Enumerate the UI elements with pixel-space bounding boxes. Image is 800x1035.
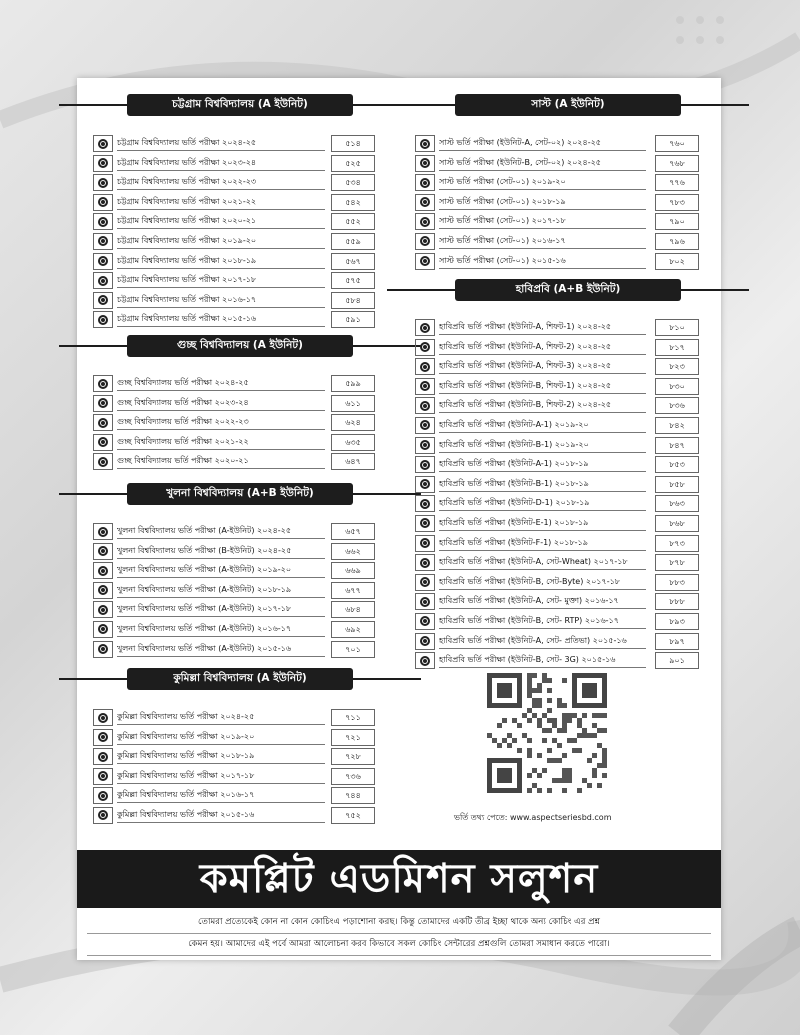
- list-item[interactable]: [93, 767, 388, 787]
- section-heading: খুলনা বিশ্ববিদ্যালয় (A+B ইউনিট): [127, 483, 353, 505]
- list-item[interactable]: [93, 640, 388, 660]
- list-item[interactable]: [415, 134, 711, 154]
- page-number: ৮১৭: [655, 339, 699, 356]
- list-item[interactable]: [415, 252, 711, 272]
- page-number: ৭৮৩: [655, 194, 699, 211]
- list-item[interactable]: [93, 708, 388, 728]
- exam-label: খুলনা বিশ্ববিদ্যালয় ভর্তি পরীক্ষা (A-ইউনিট) ২০১৫-১৬: [117, 641, 325, 657]
- list-item[interactable]: [93, 581, 388, 601]
- page-number: ৭৪৪: [331, 787, 375, 804]
- target-bullet-icon: [415, 135, 435, 152]
- target-bullet-icon: [93, 523, 113, 540]
- page-number: ৭৯৬: [655, 233, 699, 250]
- exam-label: খুলনা বিশ্ববিদ্যালয় ভর্তি পরীক্ষা (A-ইউনিট) ২০১৭-১৮: [117, 601, 325, 617]
- exam-label: হাবিপ্রবি ভর্তি পরীক্ষা (ইউনিট-F-1) ২০১৮-১৯: [439, 535, 646, 551]
- page-number: ৮০২: [655, 253, 699, 270]
- list-item[interactable]: [93, 542, 388, 562]
- target-bullet-icon: [415, 515, 435, 532]
- page-number: ৯০১: [655, 652, 699, 669]
- section-list: [93, 708, 388, 826]
- page-number: ৫৪২: [331, 194, 375, 211]
- page-number: ৮৩০: [655, 378, 699, 395]
- list-item[interactable]: [93, 413, 388, 433]
- list-item[interactable]: [93, 522, 388, 542]
- target-bullet-icon: [93, 253, 113, 270]
- exam-label: কুমিল্লা বিশ্ববিদ্যালয় ভর্তি পরীক্ষা ২০১৯-২০: [117, 729, 325, 745]
- target-bullet-icon: [415, 233, 435, 250]
- exam-label: খুলনা বিশ্ববিদ্যালয় ভর্তি পরীক্ষা (A-ইউনিট) ২০২৪-২৫: [117, 523, 325, 539]
- page-number: ৬২৪: [331, 414, 375, 431]
- page-number: ৫৫৯: [331, 233, 375, 250]
- target-bullet-icon: [415, 593, 435, 610]
- exam-label: হাবিপ্রবি ভর্তি পরীক্ষা (ইউনিট-A, সেট- মুক্তা) ২০১৬-১৭: [439, 593, 646, 609]
- exam-label: সাস্ট ভর্তি পরীক্ষা (ইউনিট-A, সেট-০২) ২০২৪-২৫: [439, 135, 646, 151]
- page-number: ৬৯২: [331, 621, 375, 638]
- target-bullet-icon: [93, 375, 113, 392]
- page-number: ৬৬৯: [331, 562, 375, 579]
- exam-label: হাবিপ্রবি ভর্তি পরীক্ষা (ইউনিট-B, সেট- 3G) ২০১৫-১৬: [439, 652, 646, 668]
- page-number: ৮৮৩: [655, 574, 699, 591]
- list-item[interactable]: [415, 553, 711, 573]
- exam-label: হাবিপ্রবি ভর্তি পরীক্ষা (ইউনিট-A, শিফট-2) ২০২৪-২৫: [439, 339, 646, 355]
- page-number: ৫৭৫: [331, 272, 375, 289]
- target-bullet-icon: [415, 495, 435, 512]
- exam-label: সাস্ট ভর্তি পরীক্ষা (সেট-০১) ২০১৭-১৮: [439, 213, 646, 229]
- list-item[interactable]: [415, 232, 711, 252]
- list-item[interactable]: [415, 357, 711, 377]
- target-bullet-icon: [415, 358, 435, 375]
- target-bullet-icon: [415, 633, 435, 650]
- exam-label: খুলনা বিশ্ববিদ্যালয় ভর্তি পরীক্ষা (A-ইউনিট) ২০১৯-২০: [117, 562, 325, 578]
- list-item[interactable]: [93, 394, 388, 414]
- exam-label: চট্টগ্রাম বিশ্ববিদ্যালয় ভর্তি পরীক্ষা ২০২৪-২৫: [117, 135, 325, 151]
- target-bullet-icon: [415, 319, 435, 336]
- qr-code[interactable]: [482, 668, 612, 798]
- target-bullet-icon: [415, 253, 435, 270]
- exam-label: চট্টগ্রাম বিশ্ববিদ্যালয় ভর্তি পরীক্ষা ২০১৮-১৯: [117, 253, 325, 269]
- exam-label: হাবিপ্রবি ভর্তি পরীক্ষা (ইউনিট-D-1) ২০১৮-১৯: [439, 495, 646, 511]
- exam-label: সাস্ট ভর্তি পরীক্ষা (সেট-০১) ২০১৫-১৬: [439, 253, 646, 269]
- target-bullet-icon: [415, 613, 435, 630]
- target-bullet-icon: [415, 213, 435, 230]
- page-number: ৭২৮: [331, 748, 375, 765]
- exam-label: গুচ্ছ বিশ্ববিদ্যালয় ভর্তি পরীক্ষা ২০২৩-২৪: [117, 395, 325, 411]
- exam-label: হাবিপ্রবি ভর্তি পরীক্ষা (ইউনিট-B, শিফট-1) ২০২৪-২৫: [439, 378, 646, 394]
- exam-label: হাবিপ্রবি ভর্তি পরীক্ষা (ইউনিট-A-1) ২০১৮-১৯: [439, 456, 646, 472]
- page-number: ৮৪২: [655, 417, 699, 434]
- page-number: ৫১৪: [331, 135, 375, 152]
- exam-label: হাবিপ্রবি ভর্তি পরীক্ষা (ইউনিট-B, সেট-Byte) ২০১৭-১৮: [439, 574, 646, 590]
- target-bullet-icon: [93, 155, 113, 172]
- exam-label: কুমিল্লা বিশ্ববিদ্যালয় ভর্তি পরীক্ষা ২০১৭-১৮: [117, 768, 325, 784]
- exam-label: হাবিপ্রবি ভর্তি পরীক্ষা (ইউনিট-B, সেট- RTP) ২০১৬-১৭: [439, 613, 646, 629]
- exam-label: চট্টগ্রাম বিশ্ববিদ্যালয় ভর্তি পরীক্ষা ২০২২-২৩: [117, 174, 325, 190]
- list-item[interactable]: [93, 620, 388, 640]
- page-number: ৭২১: [331, 729, 375, 746]
- page-number: ৫৮৪: [331, 292, 375, 309]
- target-bullet-icon: [93, 729, 113, 746]
- target-bullet-icon: [415, 155, 435, 172]
- target-bullet-icon: [93, 768, 113, 785]
- page-number: ৭৫২: [331, 807, 375, 824]
- exam-label: গুচ্ছ বিশ্ববিদ্যালয় ভর্তি পরীক্ষা ২০২২-২৩: [117, 414, 325, 430]
- target-bullet-icon: [93, 543, 113, 560]
- exam-label: সাস্ট ভর্তি পরীক্ষা (সেট-০১) ২০১৯-২০: [439, 174, 646, 190]
- list-item[interactable]: [415, 494, 711, 514]
- target-bullet-icon: [93, 194, 113, 211]
- list-item[interactable]: [415, 632, 711, 652]
- list-item[interactable]: [415, 514, 711, 534]
- section-heading: গুচ্ছ বিশ্ববিদ্যালয় (A ইউনিট): [127, 335, 353, 357]
- page-number: ৮৯৩: [655, 613, 699, 630]
- page-number: ৫২৫: [331, 155, 375, 172]
- banner-title: কমপ্লিট এডমিশন সলুশন: [77, 850, 721, 908]
- target-bullet-icon: [415, 174, 435, 191]
- target-bullet-icon: [415, 437, 435, 454]
- page-number: ৮৯৭: [655, 633, 699, 650]
- page-number: ৮৫৮: [655, 476, 699, 493]
- list-item[interactable]: [93, 600, 388, 620]
- exam-label: চট্টগ্রাম বিশ্ববিদ্যালয় ভর্তি পরীক্ষা ২০১৯-২০: [117, 233, 325, 249]
- exam-label: কুমিল্লা বিশ্ববিদ্যালয় ভর্তি পরীক্ষা ২০১৫-১৬: [117, 807, 325, 823]
- footer-description: [87, 912, 711, 956]
- target-bullet-icon: [93, 135, 113, 152]
- list-item[interactable]: [93, 747, 388, 767]
- list-item[interactable]: [415, 573, 711, 593]
- page-number: ৬৩৫: [331, 434, 375, 451]
- list-item[interactable]: [415, 377, 711, 397]
- list-item[interactable]: [93, 154, 388, 174]
- target-bullet-icon: [415, 456, 435, 473]
- target-bullet-icon: [415, 397, 435, 414]
- exam-label: হাবিপ্রবি ভর্তি পরীক্ষা (ইউনিট-E-1) ২০১৮-১৯: [439, 515, 646, 531]
- section-heading: সাস্ট (A ইউনিট): [455, 94, 681, 116]
- target-bullet-icon: [93, 807, 113, 824]
- exam-label: গুচ্ছ বিশ্ববিদ্যালয় ভর্তি পরীক্ষা ২০২৪-২৫: [117, 375, 325, 391]
- exam-label: হাবিপ্রবি ভর্তি পরীক্ষা (ইউনিট-A, শিফট-1) ২০২৪-২৫: [439, 319, 646, 335]
- target-bullet-icon: [93, 414, 113, 431]
- exam-label: হাবিপ্রবি ভর্তি পরীক্ষা (ইউনিট-B, শিফট-2) ২০২৪-২৫: [439, 397, 646, 413]
- target-bullet-icon: [93, 174, 113, 191]
- target-bullet-icon: [93, 748, 113, 765]
- page-number: ৭০১: [331, 641, 375, 658]
- list-item[interactable]: [415, 338, 711, 358]
- list-item[interactable]: [415, 436, 711, 456]
- exam-label: সাস্ট ভর্তি পরীক্ষা (সেট-০১) ২০১৬-১৭: [439, 233, 646, 249]
- list-item[interactable]: [93, 193, 388, 213]
- list-item[interactable]: [415, 534, 711, 554]
- page-number: ৮৭৩: [655, 535, 699, 552]
- page-number: ৬৬২: [331, 543, 375, 560]
- page-number: ৭৭৬: [655, 174, 699, 191]
- exam-label: হাবিপ্রবি ভর্তি পরীক্ষা (ইউনিট-A-1) ২০১৯-২০: [439, 417, 646, 433]
- target-bullet-icon: [93, 641, 113, 658]
- page-number: ৮১০: [655, 319, 699, 336]
- exam-label: চট্টগ্রাম বিশ্ববিদ্যালয় ভর্তি পরীক্ষা ২০১৫-১৬: [117, 311, 325, 327]
- page-number: ৫৬৭: [331, 253, 375, 270]
- target-bullet-icon: [93, 434, 113, 451]
- list-item[interactable]: [93, 252, 388, 272]
- target-bullet-icon: [93, 709, 113, 726]
- section-list: [93, 134, 388, 330]
- page-number: ৮৭৮: [655, 554, 699, 571]
- exam-label: চট্টগ্রাম বিশ্ববিদ্যালয় ভর্তি পরীক্ষা ২০২৩-২৪: [117, 155, 325, 171]
- exam-label: চট্টগ্রাম বিশ্ববিদ্যালয় ভর্তি পরীক্ষা ২০২০-২১: [117, 213, 325, 229]
- exam-label: হাবিপ্রবি ভর্তি পরীক্ষা (ইউনিট-B-1) ২০১৯-২০: [439, 437, 646, 453]
- section-list: [415, 318, 711, 671]
- target-bullet-icon: [415, 378, 435, 395]
- list-item[interactable]: [415, 212, 711, 232]
- list-item[interactable]: [93, 806, 388, 826]
- target-bullet-icon: [93, 272, 113, 289]
- page-number: ৫৩৪: [331, 174, 375, 191]
- target-bullet-icon: [93, 233, 113, 250]
- target-bullet-icon: [93, 311, 113, 328]
- exam-label: হাবিপ্রবি ভর্তি পরীক্ষা (ইউনিট-B-1) ২০১৮-১৯: [439, 476, 646, 492]
- page-number: ৮৮৮: [655, 593, 699, 610]
- list-item[interactable]: [93, 728, 388, 748]
- list-item[interactable]: [415, 475, 711, 495]
- list-item[interactable]: [93, 134, 388, 154]
- target-bullet-icon: [93, 213, 113, 230]
- page-number: ৮৫৩: [655, 456, 699, 473]
- section-heading: কুমিল্লা বিশ্ববিদ্যালয় (A ইউনিট): [127, 668, 353, 690]
- page-number: ৭৩৬: [331, 768, 375, 785]
- page-number: ৬৭৭: [331, 582, 375, 599]
- list-item[interactable]: [93, 452, 388, 472]
- list-item[interactable]: [93, 291, 388, 311]
- page-number: ৭১১: [331, 709, 375, 726]
- list-item[interactable]: [415, 416, 711, 436]
- section-list: [93, 374, 388, 472]
- website-caption: ভর্তি তথ্য পেতে: www.aspectseriesbd.com: [454, 813, 612, 822]
- section-heading: চট্টগ্রাম বিশ্ববিদ্যালয় (A ইউনিট): [127, 94, 353, 116]
- footer-line-1: তোমরা প্রত্যেকেই কোন না কোন কোচিংএ পড়াশোনা করছ। কিন্তু তোমাদের একটি তীব্র ইচ্ছা থাকে অন্য কোচিং এর প্রশ্ন: [87, 912, 711, 934]
- exam-label: খুলনা বিশ্ববিদ্যালয় ভর্তি পরীক্ষা (A-ইউনিট) ২০১৮-১৯: [117, 582, 325, 598]
- target-bullet-icon: [93, 292, 113, 309]
- index-page: [77, 78, 721, 960]
- list-item[interactable]: [93, 271, 388, 291]
- exam-label: কুমিল্লা বিশ্ববিদ্যালয় ভর্তি পরীক্ষা ২০২৪-২৫: [117, 709, 325, 725]
- list-item[interactable]: [93, 173, 388, 193]
- exam-label: গুচ্ছ বিশ্ববিদ্যালয় ভর্তি পরীক্ষা ২০২১-২২: [117, 434, 325, 450]
- list-item[interactable]: [415, 173, 711, 193]
- exam-label: গুচ্ছ বিশ্ববিদ্যালয় ভর্তি পরীক্ষা ২০২০-২১: [117, 453, 325, 469]
- section-heading: হাবিপ্রবি (A+B ইউনিট): [455, 279, 681, 301]
- page-number: ৮৩৬: [655, 397, 699, 414]
- exam-label: খুলনা বিশ্ববিদ্যালয় ভর্তি পরীক্ষা (B-ইউনিট) ২০২৪-২৫: [117, 543, 325, 559]
- page-number: ৬৮৪: [331, 601, 375, 618]
- list-item[interactable]: [93, 374, 388, 394]
- page-number: ৫৫২: [331, 213, 375, 230]
- target-bullet-icon: [93, 787, 113, 804]
- exam-label: হাবিপ্রবি ভর্তি পরীক্ষা (ইউনিট-A, সেট- প্রতিভা) ২০১৫-১৬: [439, 633, 646, 649]
- exam-label: খুলনা বিশ্ববিদ্যালয় ভর্তি পরীক্ষা (A-ইউনিট) ২০১৬-১৭: [117, 621, 325, 637]
- page-number: ৮২৩: [655, 358, 699, 375]
- section-list: [415, 134, 711, 271]
- page-number: ৭৬০: [655, 135, 699, 152]
- exam-label: চট্টগ্রাম বিশ্ববিদ্যালয় ভর্তি পরীক্ষা ২০২১-২২: [117, 194, 325, 210]
- target-bullet-icon: [93, 601, 113, 618]
- target-bullet-icon: [415, 476, 435, 493]
- exam-label: হাবিপ্রবি ভর্তি পরীক্ষা (ইউনিট-A, সেট-Wheat) ২০১৭-১৮: [439, 554, 646, 570]
- target-bullet-icon: [93, 453, 113, 470]
- page-number: ৮৬৮: [655, 515, 699, 532]
- target-bullet-icon: [415, 554, 435, 571]
- page-number: ৭৯০: [655, 213, 699, 230]
- list-item[interactable]: [415, 193, 711, 213]
- list-item[interactable]: [415, 455, 711, 475]
- list-item[interactable]: [93, 786, 388, 806]
- page-number: ৭৬৮: [655, 155, 699, 172]
- target-bullet-icon: [415, 194, 435, 211]
- list-item[interactable]: [93, 212, 388, 232]
- list-item[interactable]: [415, 396, 711, 416]
- exam-label: চট্টগ্রাম বিশ্ববিদ্যালয় ভর্তি পরীক্ষা ২০১৭-১৮: [117, 272, 325, 288]
- exam-label: কুমিল্লা বিশ্ববিদ্যালয় ভর্তি পরীক্ষা ২০১৮-১৯: [117, 748, 325, 764]
- target-bullet-icon: [93, 621, 113, 638]
- exam-label: হাবিপ্রবি ভর্তি পরীক্ষা (ইউনিট-A, শিফট-3) ২০২৪-২৫: [439, 358, 646, 374]
- target-bullet-icon: [415, 417, 435, 434]
- list-item[interactable]: [415, 154, 711, 174]
- footer-line-2: কেমন হয়। আমাদের এই পর্বে আমরা আলোচনা করব কিভাবে সকল কোচিং সেন্টারের প্রশ্নগুলি তোমরা সমাধান করতে পারো।: [87, 934, 711, 956]
- target-bullet-icon: [93, 562, 113, 579]
- list-item[interactable]: [93, 433, 388, 453]
- list-item[interactable]: [93, 561, 388, 581]
- page-number: ৬৪৭: [331, 453, 375, 470]
- target-bullet-icon: [93, 582, 113, 599]
- list-item[interactable]: [415, 612, 711, 632]
- page-number: ৮৪৭: [655, 437, 699, 454]
- target-bullet-icon: [415, 339, 435, 356]
- page-number: ৬৫৭: [331, 523, 375, 540]
- section-list: [93, 522, 388, 659]
- page-number: ৫৯৯: [331, 375, 375, 392]
- exam-label: সাস্ট ভর্তি পরীক্ষা (ইউনিট-B, সেট-০২) ২০২৪-২৫: [439, 155, 646, 171]
- exam-label: সাস্ট ভর্তি পরীক্ষা (সেট-০১) ২০১৮-১৯: [439, 194, 646, 210]
- list-item[interactable]: [93, 232, 388, 252]
- list-item[interactable]: [93, 310, 388, 330]
- exam-label: চট্টগ্রাম বিশ্ববিদ্যালয় ভর্তি পরীক্ষা ২০১৬-১৭: [117, 292, 325, 308]
- list-item[interactable]: [415, 318, 711, 338]
- page-number: ৬১১: [331, 395, 375, 412]
- target-bullet-icon: [93, 395, 113, 412]
- list-item[interactable]: [415, 592, 711, 612]
- page-number: ৫৯১: [331, 311, 375, 328]
- target-bullet-icon: [415, 574, 435, 591]
- target-bullet-icon: [415, 535, 435, 552]
- target-bullet-icon: [415, 652, 435, 669]
- exam-label: কুমিল্লা বিশ্ববিদ্যালয় ভর্তি পরীক্ষা ২০১৬-১৭: [117, 787, 325, 803]
- page-number: ৮৬৩: [655, 495, 699, 512]
